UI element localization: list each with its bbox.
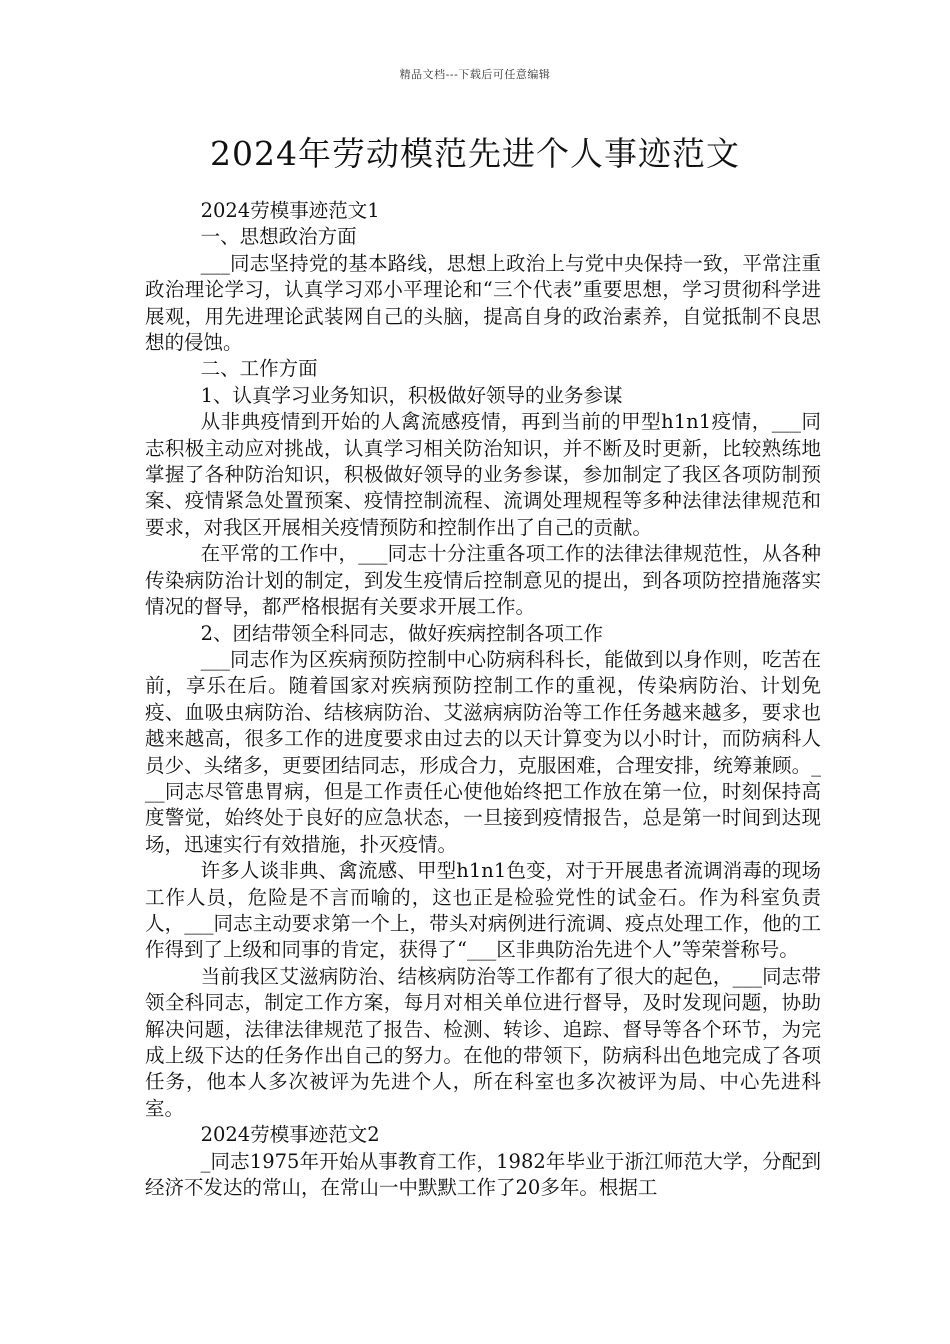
body-paragraph: ___同志坚持党的基本路线，思想上政治上与党中央保持一致，平常注重政治理论学习，认真学习邓小平理论和“三个代表”重要思想，学习贯彻科学进展观，用先进理论武装网自己的头脑，提高自身的政治素养，自觉抵制不良思想的侵蚀。: [145, 251, 821, 355]
section-heading: 2、团结带领全科同志，做好疾病控制各项工作: [200, 621, 603, 645]
header-note: 精品文档---下载后可任意编辑: [399, 68, 551, 81]
section-heading: 2024劳模事迹范文2: [200, 1123, 380, 1147]
document-body: [145, 198, 821, 1201]
body-paragraph: _同志1975年开始从事教育工作，1982年毕业于浙江师范大学，分配到经济不发达的常山，在常山一中默默工作了20多年。根据工: [145, 1149, 821, 1200]
body-paragraph: ___同志作为区疾病预防控制中心防病科科长，能做到以身作则，吃苦在前，享乐在后。随着国家对疾病预防控制工作的重视，传染病防治、计划免疫、血吸虫病防治、结核病防治、艾滋病病防治等工作任务越来越多，要求也越来越高，很多工作的进度要求由过去的以天计算变为以小时计，而防病科人员少、头绪多，更要团结同志，形成合力，克服困难，合理安排，统筹兼顾。___同志尽管患胃病，但是工作责任心使他始终把工作放在第一位，时刻保持高度警觉，始终处于良好的应急状态，一旦接到疫情报告，总是第一时间到达现场，迅速实行有效措施，扑灭疫情。: [145, 647, 821, 856]
body-paragraph: 当前我区艾滋病防治、结核病防治等工作都有了很大的起色，___同志带领全科同志，制定工作方案，每月对相关单位进行督导，及时发现问题，协助解决问题，法律法律规范了报告、检测、转诊、追踪、督导等各个环节，为完成上级下达的任务作出自己的努力。在他的带领下，防病科出色地完成了各项任务，他本人多次被评为先进个人，所在科室也多次被评为局、中心先进科室。: [145, 964, 821, 1120]
section-heading: 1、认真学习业务知识，积极做好领导的业务参谋: [200, 383, 623, 407]
body-paragraph: 从非典疫情到开始的人禽流感疫情，再到当前的甲型h1n1疫情，___同志积极主动应对挑战，认真学习相关防治知识，并不断及时更新，比较熟练地掌握了各种防治知识，积极做好领导的业务参谋，参加制定了我区各项防制预案、疫情紧急处置预案、疫情控制流程、流调处理规程等多种法律法律规范和要求，对我区开展相关疫情预防和控制作出了自己的贡献。: [145, 410, 821, 539]
section-heading: 一、思想政治方面: [200, 225, 357, 249]
section-heading: 2024劳模事迹范文1: [200, 199, 380, 222]
section-heading: 二、工作方面: [200, 357, 318, 381]
body-paragraph: 许多人谈非典、禽流感、甲型h1n1色变，对于开展患者流调消毒的现场工作人员，危险是不言而喻的，这也正是检验党性的试金石。作为科室负责人，___同志主动要求第一个上，带头对病例进行流调、疫点处理工作，他的工作得到了上级和同事的肯定，获得了“___区非典防治先进个人”等荣誉称号。: [145, 859, 821, 962]
document-title: 2024年劳动模范先进个人事迹范文: [210, 134, 740, 173]
body-paragraph: 在平常的工作中，___同志十分注重各项工作的法律法律规范性，从各种传染病防治计划的制定，到发生疫情后控制意见的提出，到各项防控措施落实情况的督导，都严格根据有关要求开展工作。: [145, 542, 821, 619]
